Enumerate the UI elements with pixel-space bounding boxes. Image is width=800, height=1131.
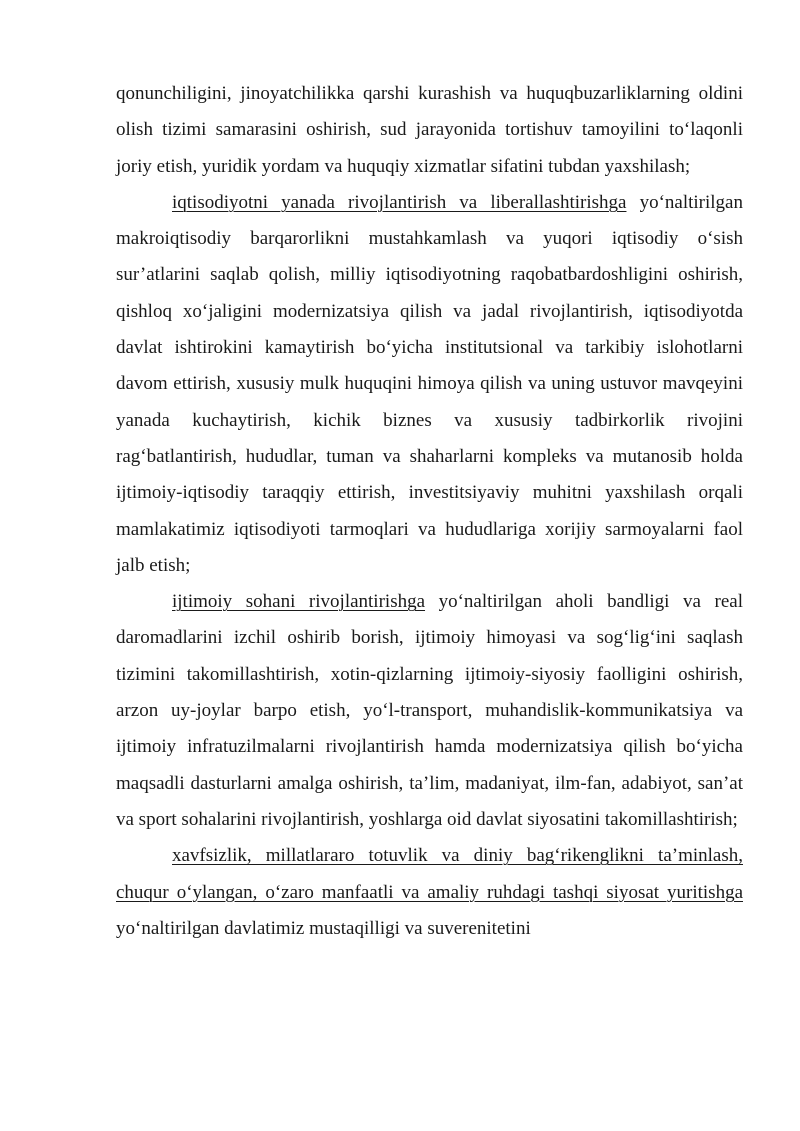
paragraph-text: yo‘naltirilgan davlatimiz mustaqilligi va suverenitetini	[116, 917, 531, 939]
underlined-heading-economy: iqtisodiyotni yanada rivojlantirish va liberallashtirishga	[172, 191, 627, 213]
paragraph-social	[116, 584, 743, 838]
paragraph-security-foreign-policy	[116, 838, 743, 947]
paragraph-legal-reform-continuation	[116, 76, 743, 185]
paragraph-economy	[116, 185, 743, 584]
underlined-heading-social: ijtimoiy sohani rivojlantirishga	[172, 591, 426, 613]
paragraph-text: qonunchiligini, jinoyatchilikka qarshi kurashish va huquqbuzarliklarning oldini olish tizimi samarasini oshirish, sud jarayonida tortishuv tamoyilini to‘laqonli joriy etish, yuridik yordam va huquqiy xizmatlar sifatini tubdan yaxshilash;	[116, 83, 743, 177]
paragraph-text: yo‘naltirilgan aholi bandligi va real daromadlarini izchil oshirib borish, ijtimoiy himoyasi va sog‘lig‘ini saqlash tizimini takomillashtirish, xotin-qizlarning ijtimoiy-siyosiy faolligini oshirish, arzon uy-joylar barpo etish, yo‘l-transport, muhandislik-kommunikatsiya va ijtimoiy infratuzilmalarni rivojlantirish hamda modernizatsiya qilish bo‘yicha maqsadli dasturlarni amalga oshirish, ta’lim, madaniyat, ilm-fan, adabiyot, san’at va sport sohalarini rivojlantirish, yoshlarga oid davlat siyosatini takomillashtirish;	[116, 591, 743, 830]
underlined-heading-security: xavfsizlik, millatlararo totuvlik va diniy bag‘rikenglikni ta’minlash, chuqur o‘ylangan, o‘zaro manfaatli va amaliy ruhdagi tashqi siyosat yuritishga	[116, 845, 743, 903]
paragraph-text: yo‘naltirilgan makroiqtisodiy barqarorlikni mustahkamlash va yuqori iqtisodiy o‘sish sur’atlarini saqlab qolish, milliy iqtisodiyotning raqobatbardoshligini oshirish, qishloq xo‘jaligini modernizatsiya qilish va jadal rivojlantirish, iqtisodiyotda davlat ishtirokini kamaytirish bo‘yicha institutsional va tarkibiy islohotlarni davom ettirish, xususiy mulk huquqini himoya qilish va uning ustuvor mavqeyini yanada kuchaytirish, kichik biznes va xususiy tadbirkorlik rivojini rag‘batlantirish, hududlar, tuman va shaharlarni kompleks va mutanosib holda ijtimoiy-iqtisodiy taraqqiy ettirish, investitsiyaviy muhitni yaxshilash orqali mamlakatimiz iqtisodiyoti tarmoqlari va hududlariga xorijiy sarmoyalarni faol jalb etish;	[116, 191, 743, 576]
document-page	[116, 76, 743, 947]
